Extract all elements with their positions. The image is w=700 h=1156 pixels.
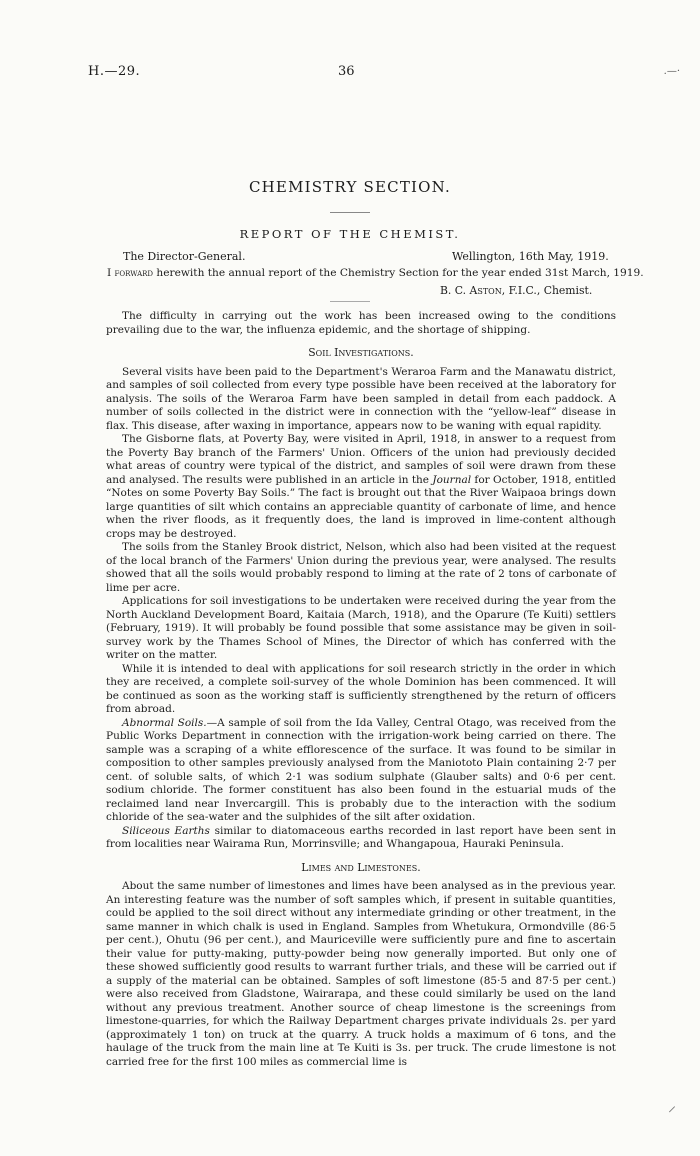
section-title: CHEMISTRY SECTION. [248,178,452,196]
addressee: The Director-General. [123,250,246,263]
page-number: 36 [338,64,355,79]
soil-paragraph-2-part-a: The Gisborne flats, at Poverty Bay, were visited in April, 1918, in answer to a request from the Poverty Bay branch of the Farmers' Union. Officers of the union had previously decided what areas of country were typical of the district, and samples of soil were drawn from these and analysed. The results were published in an article in the [106,433,616,486]
forward-line [107,267,644,279]
signature [440,284,592,297]
abnormal-soils-text: —A sample of soil from the Ida Valley, Central Otago, was received from the Public Works Department in connection with the irrigation-work being carried on there. The sample was a scraping of a white efflorescence of the surface. It was found to be similar in composition to other samples previously analysed from the Maniototo Plain containing 2·7 per cent. of soluble salts, of which 2·1 was sodium sulphate (Glauber salts) and 0·6 per cent. sodium chloride. The former constituent has also been found in the estuarial muds of the reclaimed land near Invercargill. This is probably due to the interaction with the sodium chloride of the sea-water and the sulphides of the silt after oxidation. [106,716,616,823]
soil-paragraph-5: While it is intended to deal with applications for soil research strictly in the order in which they are received, a complete soil-survey of the whole Dominion has been commenced. It will be continued as soon as the working staff is sufficiently strengthened by the return of officers from abroad. [106,662,616,715]
journal-title: Journal [432,473,472,486]
signature-rule [330,301,370,302]
title-rule [330,212,370,213]
heading-limes-limestones: Limes and Limestones. [301,860,421,874]
forward-text: herewith the annual report of the Chemistry Section for the year ended 31st March, 1919. [153,267,644,279]
soil-paragraph-1: Several visits have been paid to the Department's Weraroa Farm and the Manawatu district, and samples of soil collected from every type possible have been received at the laboratory for analysis. The soils of the Weraroa Farm have been sampled in detail from each paddock. A number of soils collected in the district were in connection with the “yellow-leaf” disease in flax. This disease, after waxing in importance, appears now to be waning with equal rapidity. [106,365,616,432]
abnormal-soils-paragraph [106,717,616,825]
soil-paragraph-2 [106,433,616,541]
document-reference: H.—29. [88,64,141,79]
intro-paragraph: The difficulty in carrying out the work has been increased owing to the conditions prevailing due to the war, the influenza epidemic, and the shortage of shipping. [106,310,616,336]
siliceous-earths-text: similar to diatomaceous earths recorded in last report have been sent in from localities near Wairama Run, Morrinsville; and Whangapoua, Hauraki Peninsula. [106,824,616,850]
margin-mark: .—· [663,66,680,77]
signature-name: B. C. Aston [440,284,502,297]
limes-paragraph-1: About the same number of limestones and limes have been analysed as in the previous year. An interesting feature was the number of soft samples which, if present in suitable quantities, could be applied to the soil direct without any intermediate grinding or other treatment, in the same manner in which chalk is used in England. Samples from Whetukura, Ormondville (86·5 per cent.), Ohutu (96 per cent.), and Mauriceville were sufficiently pure and fine to ascertain their value for putty-making, putty-powder being now generally imported. But only one of these showed sufficiently good results to warrant further trials, and these will be carried out if a supply of the material can be obtained. Samples of soft limestone (85·5 and 87·5 per cent.) were also received from Gladstone, Wairarapa, and these could similarly be used on the land without any previous treatment. Another source of cheap limestone is the screenings from limestone-quarries, for which the Railway Department charges private individuals 2s. per yard (approximately 1 ton) on truck at the quarry. A truck holds a maximum of 6 tons, and the haulage of the truck from the main line at Te Kuiti is 3s. per truck. The crude limestone is not carried free for the first 100 miles as commercial lime is [106,880,616,1068]
report-body [106,310,616,1069]
soil-paragraph-3: The soils from the Stanley Brook district, Nelson, which also had been visited at the request of the local branch of the Farmers' Union during the previous year, were analysed. The results showed that all the soils would probably respond to liming at the rate of 2 tons of carbonate of lime per acre. [106,541,616,594]
siliceous-earths-paragraph [106,825,616,852]
siliceous-earths-lead: Siliceous Earths [122,824,210,837]
abnormal-soils-lead: Abnormal Soils. [122,716,207,729]
heading-soil-investigations: Soil Investigations. [308,346,414,359]
soil-paragraph-4: Applications for soil investigations to be undertaken were received during the year from the North Auckland Development Board, Kaitaia (March, 1918), and the Oparure (Te Kuiti) settlers (February, 1919). It will probably be found possible that some assistance may be given in soil-survey work by the Thames School of Mines, the Director of which has conferred with the writer on the matter. [106,595,616,661]
forward-lead: I forward [107,267,154,279]
signature-title: , F.I.C., Chemist. [501,284,593,297]
report-subtitle: REPORT OF THE CHEMIST. [239,227,461,241]
soil-paragraph-2-part-b: for October, 1918, entitled “Notes on some Poverty Bay Soils.” The fact is brought out that the River Waipaoa brings down large quantities of silt which contains an appreciable quantity of carbonate of lime, and hence when the river floods, as it frequently does, the land is improved in lime-content although crops may be destroyed. [106,473,617,540]
place-date: Wellington, 16th May, 1919. [452,250,609,263]
margin-scribble: ⸝ [667,1096,676,1115]
